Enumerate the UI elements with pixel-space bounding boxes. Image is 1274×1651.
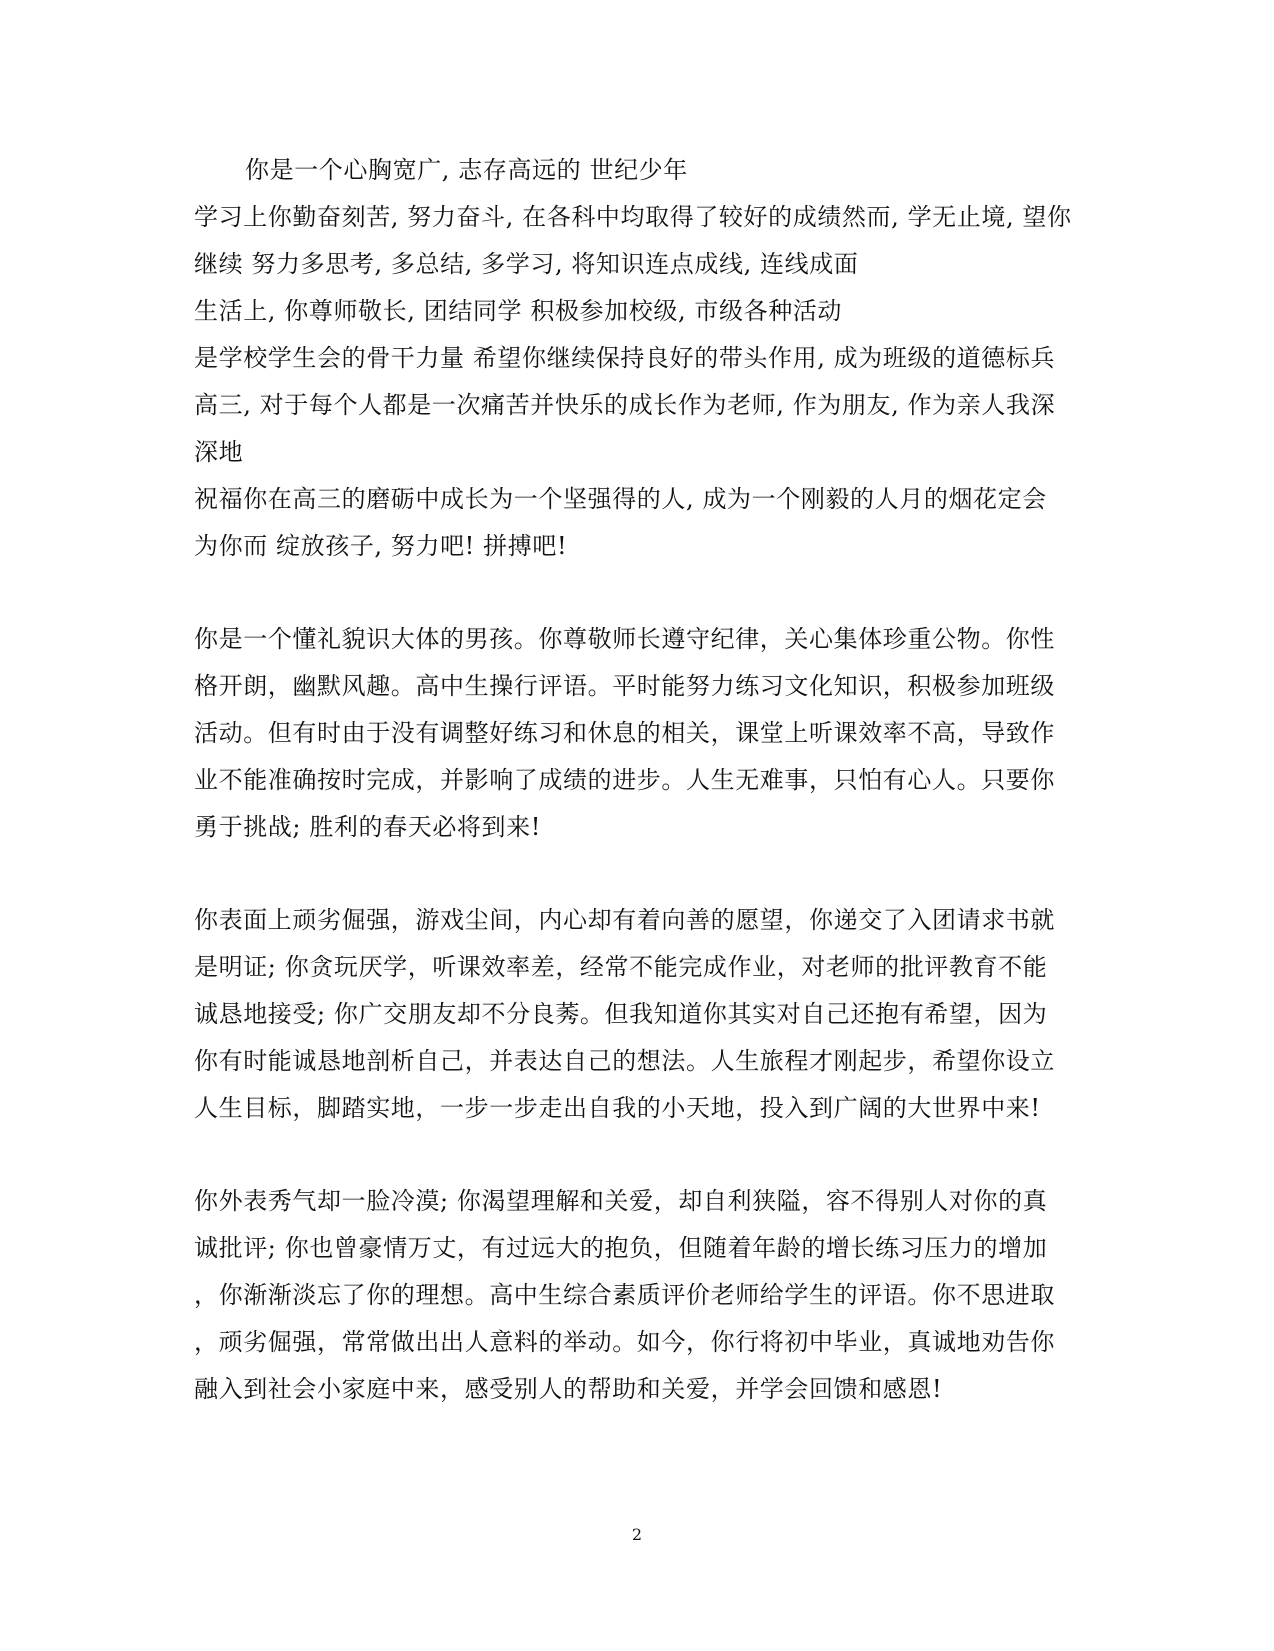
text-line: 你外表秀气却一脸冷漠; 你渴望理解和关爱，却自利狭隘，容不得别人对你的真 xyxy=(194,1187,1048,1215)
text-line: 祝福你在高三的磨砺中成长为一个坚强得的人, 成为一个刚毅的人月的烟花定会 xyxy=(194,485,1047,513)
text-line: 为你而 绽放孩子, 努力吧! 拼搏吧! xyxy=(194,532,568,560)
text-line: 是明证; 你贪玩厌学，听课效率差，经常不能完成作业，对老师的批评教育不能 xyxy=(194,953,1048,981)
text-line: 活动。但有时由于没有调整好练习和休息的相关，课堂上听课效率不高，导致作 xyxy=(194,719,1055,747)
text-line: 生活上, 你尊师敬长, 团结同学 积极参加校级, 市级各种活动 xyxy=(194,297,843,325)
page-number: 2 xyxy=(631,1525,643,1544)
text-line: ，顽劣倔强，常常做出出人意料的举动。如今，你行将初中毕业，真诚地劝告你 xyxy=(194,1328,1055,1356)
text-line: 诚批评; 你也曾豪情万丈，有过远大的抱负，但随着年龄的增长练习压力的增加 xyxy=(194,1234,1048,1262)
text-line: 是学校学生会的骨干力量 希望你继续保持良好的带头作用, 成为班级的道德标兵 xyxy=(194,344,1056,372)
text-line: 诚恳地接受; 你广交朋友却不分良莠。但我知道你其实对自己还抱有希望，因为 xyxy=(194,1000,1048,1028)
text-line: 人生目标，脚踏实地，一步一步走出自我的小天地，投入到广阔的大世界中来! xyxy=(194,1094,1041,1122)
text-line: 学习上你勤奋刻苦, 努力奋斗, 在各科中均取得了较好的成绩然而, 学无止境, 望你 xyxy=(194,203,1072,231)
text-line: 你是一个心胸宽广, 志存高远的 世纪少年 xyxy=(245,156,688,184)
text-line: 你是一个懂礼貌识大体的男孩。你尊敬师长遵守纪律，关心集体珍重公物。你性 xyxy=(194,625,1055,653)
text-line: ，你渐渐淡忘了你的理想。高中生综合素质评价老师给学生的评语。你不思进取 xyxy=(194,1281,1055,1309)
text-line: 业不能准确按时完成，并影响了成绩的进步。人生无难事，只怕有心人。只要你 xyxy=(194,766,1055,794)
text-line: 深地 xyxy=(194,438,244,466)
text-line: 格开朗，幽默风趣。高中生操行评语。平时能努力练习文化知识，积极参加班级 xyxy=(194,672,1055,700)
text-line: 继续 努力多思考, 多总结, 多学习, 将知识连点成线, 连线成面 xyxy=(194,250,859,278)
text-line: 高三, 对于每个人都是一次痛苦并快乐的成长作为老师, 作为朋友, 作为亲人我深 xyxy=(194,391,1056,419)
text-line: 融入到社会小家庭中来，感受别人的帮助和关爱，并学会回馈和感恩! xyxy=(194,1375,943,1403)
text-line: 勇于挑战; 胜利的春天必将到来! xyxy=(194,813,541,841)
text-line: 你表面上顽劣倔强，游戏尘间，内心却有着向善的愿望，你递交了入团请求书就 xyxy=(194,906,1055,934)
text-line: 你有时能诚恳地剖析自己，并表达自己的想法。人生旅程才刚起步，希望你设立 xyxy=(194,1047,1055,1075)
